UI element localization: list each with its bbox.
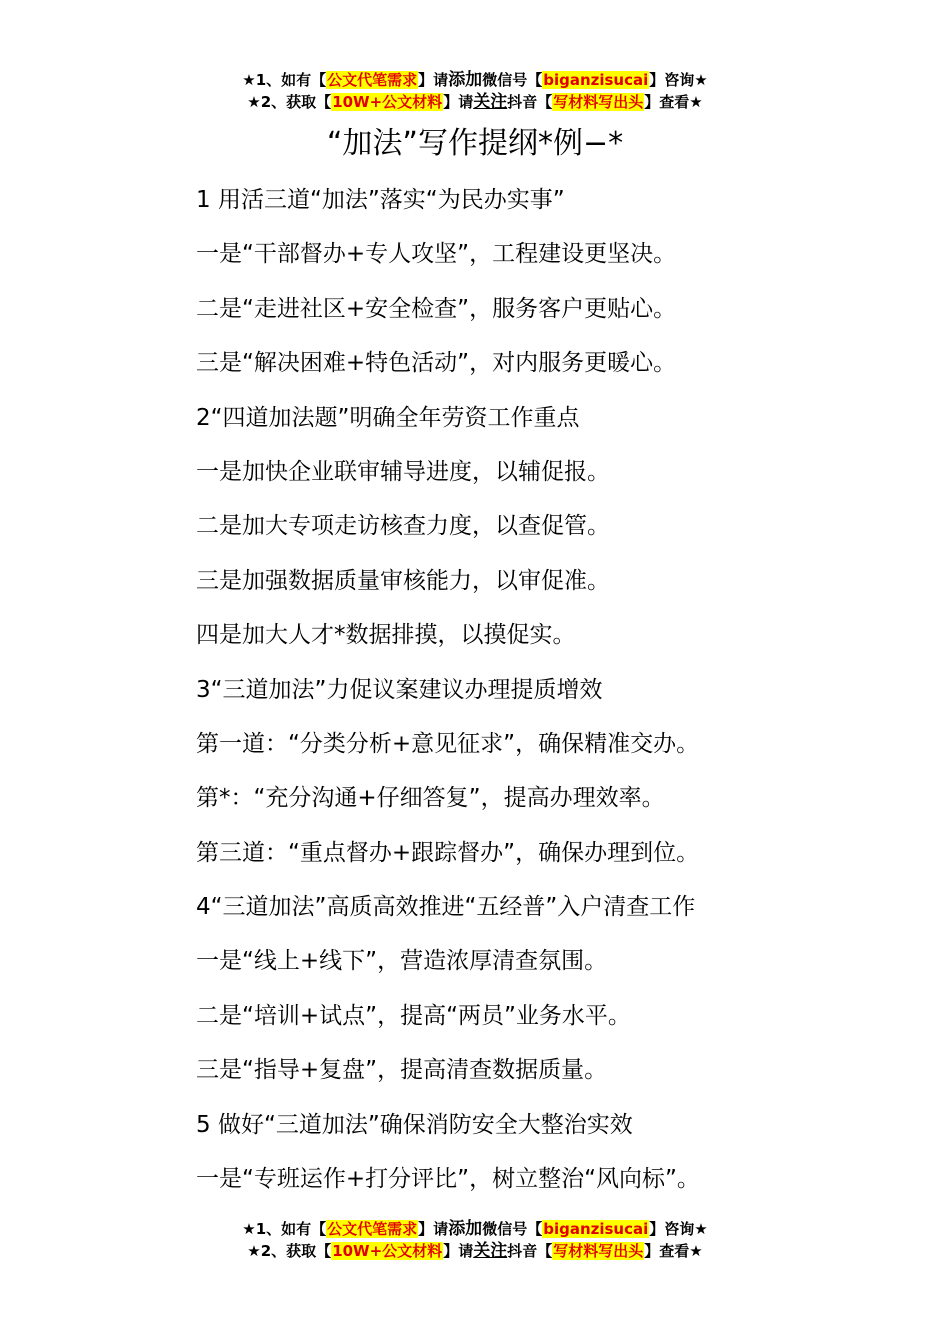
promo-text: ★1、如有【 [242, 1220, 327, 1238]
document-line: 一是“线上+线下”，营造浓厚清查氛围。 [196, 948, 608, 975]
document-line: 二是“走进社区+安全检查”，服务客户更贴心。 [196, 295, 677, 322]
document-line: 一是“干部督办+专人攻坚”，工程建设更坚决。 [196, 241, 677, 268]
promo-text: 微信号【 [482, 71, 543, 89]
promo-highlight: 公文代笔需求 [327, 71, 418, 89]
document-line: 一是“专班运作+打分评比”，树立整治“风向标”。 [196, 1166, 700, 1193]
promo-text: 】查看★ [644, 1242, 703, 1260]
document-line: 一是加快企业联审辅导进度，以辅促报。 [196, 458, 610, 485]
promo-line-1 [0, 1218, 950, 1240]
promo-text: 】请 [418, 1220, 449, 1238]
promo-emphasis: 关注 [473, 1241, 508, 1261]
promo-highlight: 10W+公文材料 [332, 1242, 443, 1260]
promo-text: 】查看★ [644, 93, 703, 111]
promo-emphasis: 关注 [473, 92, 508, 112]
document-line: 4“三道加法”高质高效推进“五经普”入户清查工作 [196, 894, 696, 921]
document-line: 三是“解决困难+特色活动”，对内服务更暖心。 [196, 350, 677, 377]
document-line: 1 用活三道“加法”落实“为民办实事” [196, 187, 565, 213]
document-line: 2“四道加法题”明确全年劳资工作重点 [196, 404, 580, 431]
document-line: 三是“指导+复盘”，提高清查数据质量。 [196, 1057, 608, 1084]
promo-highlight-wechat-id: biganzisucai [543, 71, 649, 89]
promo-text: ★2、获取【 [247, 1242, 332, 1260]
promo-text: ★1、如有【 [242, 71, 327, 89]
promo-text: 】咨询★ [649, 71, 708, 89]
promo-text: 】请 [443, 93, 474, 111]
document-line: 3“三道加法”力促议案建议办理提质增效 [196, 676, 603, 703]
document-line: 二是加大专项走访核查力度，以查促管。 [196, 513, 610, 540]
promo-emphasis: 添加 [448, 70, 483, 90]
promo-highlight: 公文代笔需求 [327, 1220, 418, 1238]
promo-emphasis: 添加 [448, 1219, 483, 1239]
promo-banner-top [0, 69, 950, 113]
promo-line-1 [0, 69, 950, 91]
document-line: 二是“培训+试点”，提高“两员”业务水平。 [196, 1002, 631, 1029]
promo-banner-bottom [0, 1218, 950, 1262]
promo-highlight-wechat-id: biganzisucai [543, 1220, 649, 1238]
document-line: 5 做好“三道加法”确保消防安全大整治实效 [196, 1111, 633, 1138]
document-line: 第一道：“分类分析+意见征求”，确保精准交办。 [196, 730, 700, 757]
document-line: 四是加大人才*数据排摸，以摸促实。 [196, 622, 576, 649]
promo-line-2 [0, 1240, 950, 1262]
page-title: “加法”写作提纲*例−* [326, 126, 624, 161]
document-body [196, 178, 916, 1211]
document-line: 第三道：“重点督办+跟踪督办”，确保办理到位。 [196, 839, 700, 866]
promo-text: 微信号【 [482, 1220, 543, 1238]
promo-text: 】请 [443, 1242, 474, 1260]
promo-text: 抖音【 [507, 93, 553, 111]
promo-text: 】咨询★ [649, 1220, 708, 1238]
document-line: 第*：“充分沟通+仔细答复”，提高办理效率。 [196, 785, 665, 812]
document-line: 三是加强数据质量审核能力，以审促准。 [196, 567, 610, 594]
promo-text: ★2、获取【 [247, 93, 332, 111]
promo-text: 】请 [418, 71, 449, 89]
promo-highlight-douyin: 写材料写出头 [553, 1242, 644, 1260]
promo-line-2 [0, 91, 950, 113]
promo-text: 抖音【 [507, 1242, 553, 1260]
promo-highlight: 10W+公文材料 [332, 93, 443, 111]
promo-highlight-douyin: 写材料写出头 [553, 93, 644, 111]
